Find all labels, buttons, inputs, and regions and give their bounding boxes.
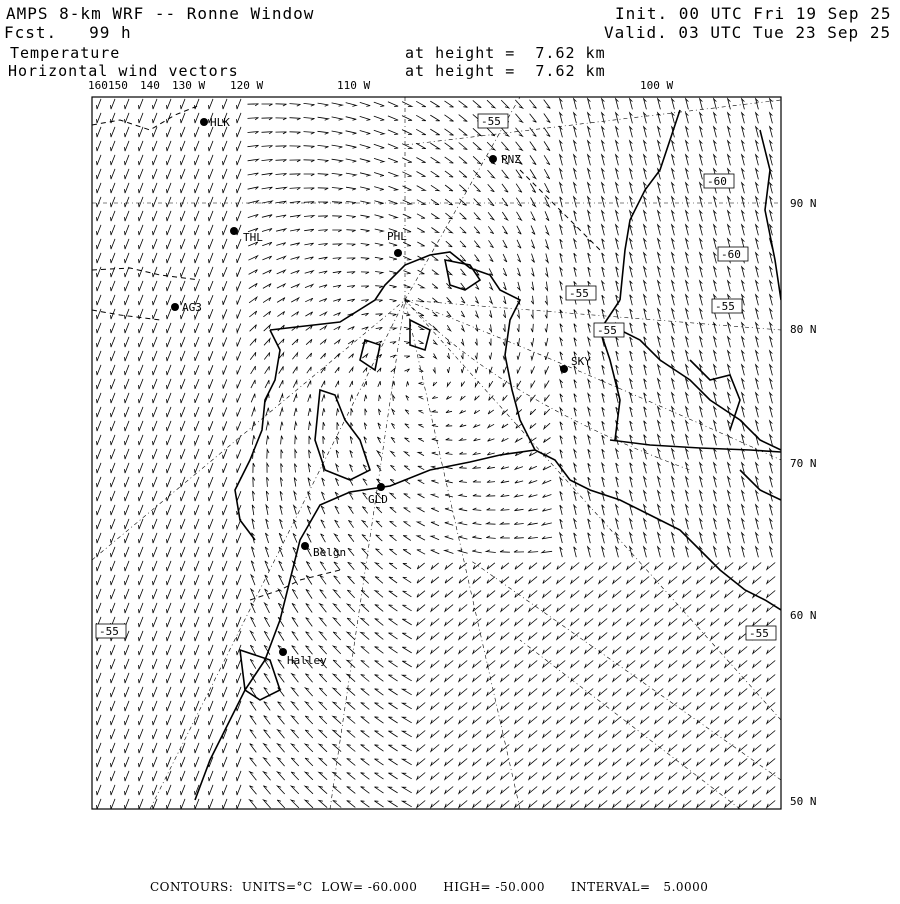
- forecast-hour: Fcst. 99 h: [4, 23, 132, 42]
- station-marker: [230, 227, 238, 235]
- field1-name: Temperature: [10, 44, 121, 62]
- valid-time: Valid. 03 UTC Tue 23 Sep 25: [604, 23, 892, 42]
- contour-label: -55: [99, 625, 119, 638]
- lon-labels: [88, 79, 673, 92]
- station-label: PHL: [387, 230, 407, 243]
- station-marker: [171, 303, 179, 311]
- station-marker: [394, 249, 402, 257]
- lon-label: 140: [140, 79, 160, 92]
- wind-vector-field: [97, 99, 776, 809]
- wind-vectors: [97, 99, 776, 809]
- field1-height: at height = 7.62 km: [405, 44, 606, 62]
- contour-label: -60: [721, 248, 741, 261]
- contour-label: -60: [707, 175, 727, 188]
- contour-label: -55: [715, 300, 735, 313]
- station-label: GLD: [368, 493, 388, 506]
- station-label: HLK: [210, 116, 230, 129]
- field2-height: at height = 7.62 km: [405, 62, 606, 80]
- lat-labels: [790, 197, 817, 808]
- map-title: AMPS 8-km WRF -- Ronne Window: [6, 4, 315, 23]
- lat-label: 90 N: [790, 197, 817, 210]
- station-marker: [377, 483, 385, 491]
- contour-label: -55: [481, 115, 501, 128]
- contour-label: -55: [749, 627, 769, 640]
- station-marker: [301, 542, 309, 550]
- lat-label: 50 N: [790, 795, 817, 808]
- station-marker: [200, 118, 208, 126]
- contour-label: -55: [597, 324, 617, 337]
- lon-label: 100 W: [640, 79, 674, 92]
- station-label: PNZ: [501, 153, 521, 166]
- station-label: THL: [243, 231, 263, 244]
- station-marker: [560, 365, 568, 373]
- lon-label: 130 W: [172, 79, 206, 92]
- lon-label: 110 W: [337, 79, 371, 92]
- contour-label: -55: [569, 287, 589, 300]
- station-marker: [279, 648, 287, 656]
- lon-label: 120 W: [230, 79, 264, 92]
- init-time: Init. 00 UTC Fri 19 Sep 25: [615, 4, 892, 23]
- lon-label: 160: [88, 79, 108, 92]
- lon-label: 150: [108, 79, 128, 92]
- lat-label: 70 N: [790, 457, 817, 470]
- station-marker: [489, 155, 497, 163]
- map-frame: [92, 97, 781, 809]
- station-label: SKY: [571, 355, 591, 368]
- station-label: AG3: [182, 301, 202, 314]
- field2-name: Horizontal wind vectors: [8, 62, 239, 80]
- station-label: Halley: [287, 654, 327, 667]
- station-label: Belgn: [313, 546, 347, 559]
- lat-label: 60 N: [790, 609, 817, 622]
- lat-label: 80 N: [790, 323, 817, 336]
- contour-info: CONTOURS: UNITS=°C LOW= -60.000 HIGH= -50.000 INTERVAL= 5.0000: [150, 880, 709, 894]
- graticule: [92, 97, 781, 809]
